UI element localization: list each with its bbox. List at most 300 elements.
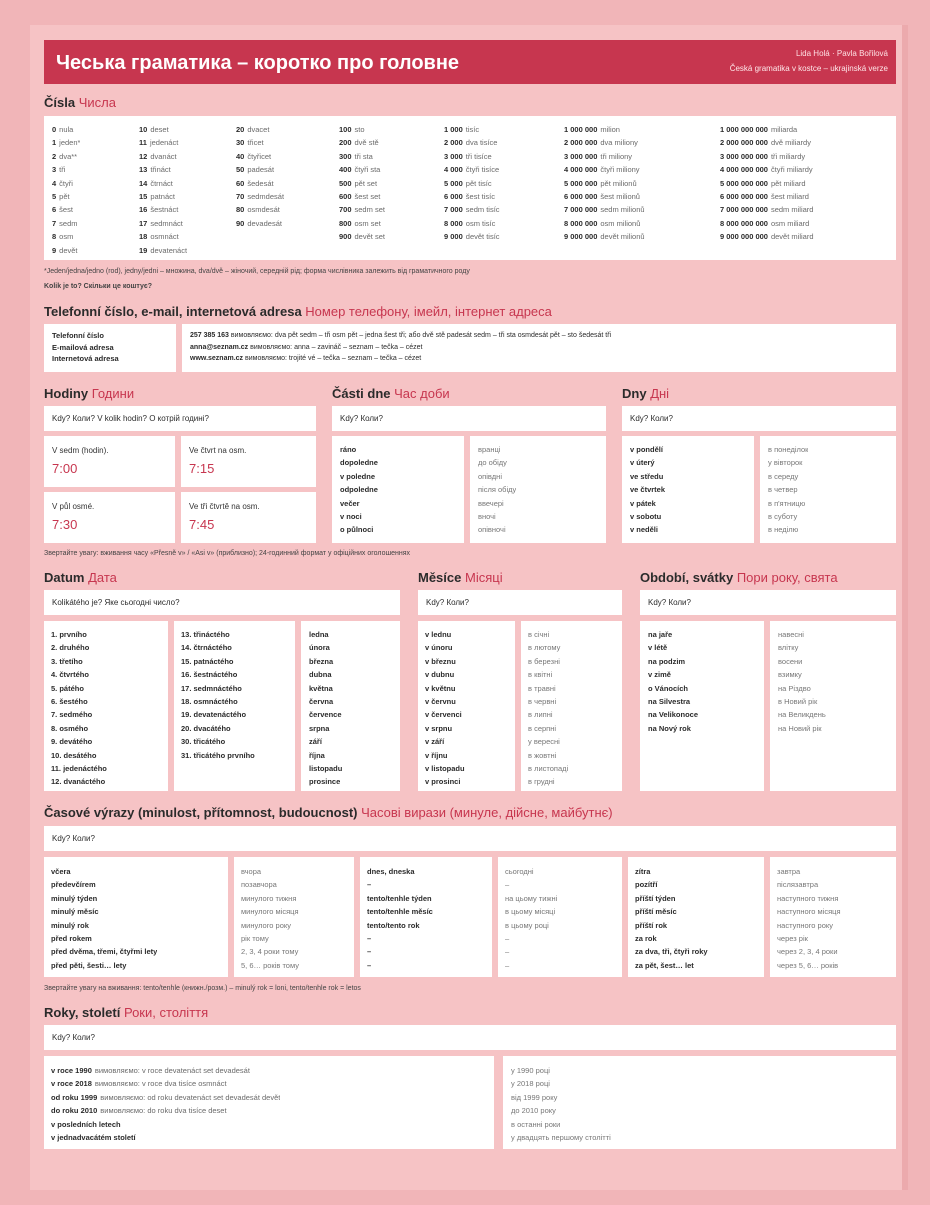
months-cz-list xyxy=(425,628,465,789)
date-ordinal: 1. prvního xyxy=(51,630,87,639)
past-translation: 5, 6… років тому xyxy=(241,960,299,970)
month-item: v únoru xyxy=(425,643,453,653)
number-entry: 40 čtyřicet xyxy=(236,151,272,161)
number-entry: 1 000 000 000 miliarda xyxy=(720,125,798,134)
dayparts-cz-box xyxy=(332,436,464,543)
season-item: na Silvestra xyxy=(648,696,691,706)
month-item: v dubnu xyxy=(425,670,455,680)
present-translation: на цьому тижні xyxy=(505,893,558,903)
number-entry: 0 nula xyxy=(52,125,74,134)
time-note: Звертайте увагу: вживання часу «Přesně v» / «Asi v» (приблизно); 24-годинний формат у офіційних оголошеннях xyxy=(44,550,410,557)
time-expr-note: Звертайте увагу на вживання: tento/tenhle (книжн./розм.) – minulý rok = loni, tento/tenhle rok = letos xyxy=(44,985,361,992)
daypart-translation: ввечері xyxy=(478,498,504,508)
page-title: Чеська граматика – коротко про головне xyxy=(56,52,460,74)
year-expression: od roku 1999 вимовляємо: od roku devatenáct set devadesát devět xyxy=(51,1092,281,1102)
hours-cell-label: Ve čtvrt na osm. xyxy=(189,446,247,455)
number-entry: 3 tři xyxy=(52,165,66,175)
month-item: v říjnu xyxy=(425,750,448,760)
dayparts-heading: Části dne Час доби xyxy=(332,386,450,401)
hours-cell xyxy=(44,436,175,487)
future-translation: наступного місяця xyxy=(777,907,841,917)
future-translation: через 5, 6… років xyxy=(777,960,839,970)
month-genitive: října xyxy=(309,750,325,760)
date-question-box xyxy=(44,590,400,615)
future-translation: через рік xyxy=(777,933,808,943)
date-ordinal: 10. desátého xyxy=(51,750,97,760)
day-item: v pátek xyxy=(630,498,656,508)
number-entry: 7 000 sedm tisíc xyxy=(444,205,500,215)
daypart-translation: до обіду xyxy=(478,458,507,468)
dayparts-ua-list xyxy=(478,443,516,537)
date-ordinal: 6. šestého xyxy=(51,696,88,706)
date-ordinal: 4. čtvrtého xyxy=(51,670,89,680)
number-entry: 6 000 000 000 šest miliard xyxy=(720,191,809,201)
number-entry: 2 000 000 dva miliony xyxy=(564,138,638,148)
number-entry: 6 000 000 šest milionů xyxy=(564,191,640,201)
number-entry: 8 000 osm tisíc xyxy=(444,218,496,228)
past-expression: před rokem xyxy=(51,933,92,943)
number-entry: 6 000 šest tisíc xyxy=(444,191,495,201)
month-translation: в жовтні xyxy=(528,750,557,760)
days-ua-box xyxy=(760,436,896,543)
present-expression: dnes, dneska xyxy=(367,867,415,876)
month-genitive: února xyxy=(309,643,330,653)
season-translation: на Новий рік xyxy=(778,723,822,733)
number-entry: 5 000 000 pět milionů xyxy=(564,178,637,188)
past-translation: рік тому xyxy=(241,933,269,943)
past-expression: včera xyxy=(51,867,71,876)
year-translation: у 2018 році xyxy=(511,1079,550,1089)
number-entry: 20 dvacet xyxy=(236,125,270,134)
future-expression: za pět, šest… let xyxy=(635,960,694,970)
date-ordinal: 30. třicátého xyxy=(181,737,226,747)
hours-cell xyxy=(181,492,316,543)
day-item: v sobotu xyxy=(630,511,662,521)
numbers-footnote: *Jeden/jedna/jedno (rod), jedny/jedni – множина, dva/dvě – жіночий, середній рід; форма числівника залежить від граматичного роду xyxy=(44,268,470,275)
years-right-list xyxy=(511,1064,611,1144)
time-expr-question-box xyxy=(44,826,896,851)
year-translation: у двадцять першому столітті xyxy=(511,1132,611,1142)
month-translation: у вересні xyxy=(528,737,560,747)
number-entry: 1 000 000 milion xyxy=(564,125,620,134)
number-entry: 800 osm set xyxy=(339,218,381,228)
dayparts-question: Kdy? Коли? xyxy=(340,414,383,423)
days-cz-list xyxy=(630,443,665,537)
hours-cell-time: 7:30 xyxy=(52,517,78,532)
number-entry: 9 000 000 devět milionů xyxy=(564,232,645,242)
month-item: v listopadu xyxy=(425,763,465,773)
number-entry: 1 000 tisíc xyxy=(444,125,480,134)
numbers-question: Kolik je to? Скільки це коштує? xyxy=(44,283,152,290)
month-item: v lednu xyxy=(425,630,452,639)
future-translation: через 2, 3, 4 роки xyxy=(777,947,838,957)
date-ordinal: 20. dvacátého xyxy=(181,723,231,733)
number-entry: 4 000 čtyři tisíce xyxy=(444,165,500,175)
present-ua-box xyxy=(498,857,622,977)
number-entry: 1 jeden* xyxy=(52,138,81,148)
present-translation: – xyxy=(505,933,510,943)
number-entry: 300 tři sta xyxy=(339,151,373,161)
date-ordinal: 14. čtrnáctého xyxy=(181,643,232,653)
daypart-translation: опівночі xyxy=(478,525,506,535)
seasons-ua-list xyxy=(778,628,826,735)
number-entry: 7 000 000 sedm milionů xyxy=(564,205,645,215)
numbers-column xyxy=(720,123,814,244)
future-ua-list xyxy=(777,865,841,972)
date-ordinal: 7. sedmého xyxy=(51,710,93,720)
date-ordinal: 8. osmého xyxy=(51,723,89,733)
number-entry: 14 čtrnáct xyxy=(139,178,173,188)
past-translation: вчора xyxy=(241,867,262,876)
past-translation: 2, 3, 4 роки тому xyxy=(241,947,299,957)
past-expression: minulý rok xyxy=(51,920,89,930)
present-expression: tento/tento rok xyxy=(367,920,420,930)
number-entry: 900 devět set xyxy=(339,232,385,242)
subtitle-line: Česká gramatika v kostce – ukrajinská verze xyxy=(729,64,888,73)
days-cz-box xyxy=(622,436,754,543)
season-translation: взимку xyxy=(778,670,802,680)
daypart-translation: опівдні xyxy=(478,471,502,481)
contact-labels xyxy=(52,330,119,365)
day-translation: в суботу xyxy=(768,511,798,521)
number-entry: 11 jedenáct xyxy=(139,138,179,148)
number-entry: 7 000 000 000 sedm miliard xyxy=(720,205,814,215)
season-item: na Velikonoce xyxy=(648,710,699,720)
number-entry: 6 šest xyxy=(52,205,73,215)
number-entry: 8 000 000 osm milionů xyxy=(564,218,641,228)
date-ordinal: 15. patnáctého xyxy=(181,656,234,666)
numbers-column xyxy=(236,123,284,230)
month-item: v září xyxy=(425,737,445,747)
hours-cell-label: V sedm (hodin). xyxy=(52,446,109,455)
time-expr-question: Kdy? Коли? xyxy=(52,834,95,843)
number-entry: 3 000 000 000 tři miliardy xyxy=(720,151,806,161)
month-translation: в липні xyxy=(528,710,553,720)
present-expression: – xyxy=(367,960,372,970)
daypart-item: večer xyxy=(340,498,360,508)
date-col1-list xyxy=(51,628,107,789)
hours-cell-time: 7:45 xyxy=(189,517,215,532)
month-translation: в березні xyxy=(528,656,560,666)
number-entry: 2 dva** xyxy=(52,151,78,161)
day-item: ve čtvrtek xyxy=(630,485,666,495)
year-translation: у 1990 році xyxy=(511,1066,550,1075)
future-translation: післязавтра xyxy=(777,880,819,890)
days-heading: Dny Дні xyxy=(622,386,670,401)
years-question: Kdy? Коли? xyxy=(52,1033,95,1042)
month-genitive: června xyxy=(309,696,334,706)
future-cz-list xyxy=(635,865,708,972)
date-ordinal: 3. třetího xyxy=(51,656,83,666)
date-col2-list xyxy=(181,628,255,762)
sheet-edge xyxy=(902,25,908,1190)
year-expression: do roku 2010 вимовляємо: do roku dva tisíce deset xyxy=(51,1106,227,1116)
date-col3-list xyxy=(309,628,342,789)
day-translation: в понеділок xyxy=(768,445,809,454)
date-ordinal: 17. sedmnáctého xyxy=(181,683,242,693)
number-entry: 3 000 tři tisíce xyxy=(444,151,492,161)
hours-question-box xyxy=(44,406,316,431)
months-ua-box xyxy=(521,621,622,791)
month-genitive: prosince xyxy=(309,777,341,787)
hours-cell-time: 7:00 xyxy=(52,461,78,476)
number-entry: 8 000 000 000 osm miliard xyxy=(720,218,810,228)
date-col1-box xyxy=(44,621,168,791)
past-ua-list xyxy=(241,865,299,972)
number-entry: 7 sedm xyxy=(52,218,78,228)
month-genitive: března xyxy=(309,656,334,666)
years-left-box xyxy=(44,1056,494,1149)
contact-labels-box xyxy=(44,324,176,372)
numbers-heading: Čísla Числа xyxy=(44,95,116,110)
numbers-column xyxy=(339,123,385,244)
date-ordinal: 31. třicátého prvního xyxy=(181,750,255,760)
present-cz-box xyxy=(360,857,492,977)
past-expression: minulý týden xyxy=(51,893,98,903)
month-genitive: července xyxy=(309,710,342,720)
day-translation: в п'ятницю xyxy=(768,498,806,508)
seasons-ua-box xyxy=(770,621,896,791)
number-entry: 50 padesát xyxy=(236,165,275,175)
future-expression: příští rok xyxy=(635,920,668,930)
number-entry: 90 devadesát xyxy=(236,218,282,228)
present-expression: – xyxy=(367,933,372,943)
future-expression: za rok xyxy=(635,933,657,943)
month-translation: в червні xyxy=(528,696,557,706)
months-heading: Měsíce Місяці xyxy=(418,570,503,585)
date-heading: Datum Дата xyxy=(44,570,117,585)
future-expression: pozítří xyxy=(635,880,658,890)
year-expression: v roce 2018 вимовляємо: v roce dva tisíce osmnáct xyxy=(51,1079,227,1089)
present-ua-list xyxy=(505,865,557,972)
future-cz-box xyxy=(628,857,764,977)
past-translation: минулого місяця xyxy=(241,907,299,917)
number-entry: 12 dvanáct xyxy=(139,151,177,161)
number-entry: 13 třináct xyxy=(139,165,171,175)
month-translation: в серпні xyxy=(528,723,557,733)
season-item: o Vánocích xyxy=(648,683,689,693)
present-cz-list xyxy=(367,865,433,972)
daypart-translation: вранці xyxy=(478,445,501,454)
contact-line-email: anna@seznam.cz вимовляємо: anna – zavináč – seznam – tečka – cézet xyxy=(190,343,423,351)
number-entry: 60 šedesát xyxy=(236,178,274,188)
month-item: v červnu xyxy=(425,696,456,706)
months-cz-box xyxy=(418,621,515,791)
daypart-translation: вночі xyxy=(478,511,496,521)
future-expression: příští měsíc xyxy=(635,907,677,917)
month-item: v srpnu xyxy=(425,723,453,733)
number-entry: 4 čtyři xyxy=(52,178,73,188)
seasons-question-box xyxy=(640,590,896,615)
numbers-column xyxy=(139,123,187,257)
day-translation: у вівторок xyxy=(768,458,803,468)
number-entry: 400 čtyři sta xyxy=(339,165,381,175)
title-bar xyxy=(44,40,896,84)
years-left-list xyxy=(51,1064,280,1144)
seasons-heading: Období, svátky Пори року, свята xyxy=(640,570,838,585)
date-ordinal: 2. druhého xyxy=(51,643,90,653)
daypart-item: dopoledne xyxy=(340,458,378,468)
past-expression: před pěti, šesti… lety xyxy=(51,960,127,970)
season-translation: в Новий рік xyxy=(778,696,818,706)
season-item: v zimě xyxy=(648,670,671,680)
month-genitive: listopadu xyxy=(309,763,343,773)
numbers-column xyxy=(52,123,80,257)
day-item: v neděli xyxy=(630,525,658,535)
number-entry: 100 sto xyxy=(339,125,365,134)
daypart-item: odpoledne xyxy=(340,485,378,495)
date-ordinal: 19. devatenáctého xyxy=(181,710,247,720)
future-expression: zítra xyxy=(635,867,651,876)
date-col3-box xyxy=(301,621,400,791)
number-entry: 2 000 000 000 dvě miliardy xyxy=(720,138,811,148)
future-translation: наступного тижня xyxy=(777,893,839,903)
day-translation: в неділю xyxy=(768,525,799,535)
season-item: v létě xyxy=(648,643,668,653)
month-item: v prosinci xyxy=(425,777,461,787)
past-expression: minulý měsíc xyxy=(51,907,99,917)
past-translation: минулого тижня xyxy=(241,893,297,903)
number-entry: 70 sedmdesát xyxy=(236,191,285,201)
numbers-column xyxy=(444,123,500,244)
year-expression: v roce 1990 вимовляємо: v roce devatenáct set devadesát xyxy=(51,1066,250,1075)
past-expression: před dvěma, třemi, čtyřmi lety xyxy=(51,947,158,957)
contact-label: E-mailová adresa xyxy=(52,342,114,352)
author-line: Lida Holá · Pavla Bořilová xyxy=(795,49,888,58)
month-genitive: dubna xyxy=(309,670,332,680)
season-translation: восени xyxy=(778,656,803,666)
present-translation: в цьому місяці xyxy=(505,907,556,917)
number-entry: 5 000 pět tisíc xyxy=(444,178,492,188)
hours-cell-label: V půl osmé. xyxy=(52,502,95,511)
number-entry: 9 devět xyxy=(52,245,78,255)
season-item: na podzim xyxy=(648,656,686,666)
day-translation: в четвер xyxy=(768,485,798,495)
number-entry: 19 devatenáct xyxy=(139,245,188,255)
month-genitive: ledna xyxy=(309,630,329,639)
hours-cell-time: 7:15 xyxy=(189,461,215,476)
date-ordinal: 16. šestnáctého xyxy=(181,670,238,680)
season-item: na Nový rok xyxy=(648,723,691,733)
month-genitive: srpna xyxy=(309,723,330,733)
month-item: v březnu xyxy=(425,656,456,666)
present-translation: – xyxy=(505,947,510,957)
present-translation: в цьому році xyxy=(505,920,549,930)
number-entry: 15 patnáct xyxy=(139,191,175,201)
number-entry: 30 třicet xyxy=(236,138,264,148)
hours-cell-label: Ve tři čtvrtě na osm. xyxy=(189,502,260,511)
number-entry: 600 šest set xyxy=(339,191,381,201)
contact-label: Telefonní číslo xyxy=(52,331,104,340)
present-translation: – xyxy=(505,960,510,970)
hours-question: Kdy? Коли? V kolik hodin? О котрій годині? xyxy=(52,414,209,423)
days-question: Kdy? Коли? xyxy=(630,414,673,423)
number-entry: 18 osmnáct xyxy=(139,232,179,242)
past-expression: předevčírem xyxy=(51,880,96,890)
number-entry: 10 deset xyxy=(139,125,169,134)
month-item: v červenci xyxy=(425,710,462,720)
year-expression: v posledních letech xyxy=(51,1119,121,1129)
time-expr-heading: Časové výrazy (minulost, přítomnost, budoucnost) Часові вирази (минуле, дійсне, майбутнє) xyxy=(44,805,613,820)
future-ua-box xyxy=(770,857,896,977)
future-expression: za dva, tři, čtyři roky xyxy=(635,947,708,957)
contact-heading: Telefonní číslo, e-mail, internetová adresa Номер телефону, імейл, інтернет адреса xyxy=(44,304,552,319)
number-entry: 8 osm xyxy=(52,232,74,242)
month-genitive: září xyxy=(309,737,322,747)
day-item: ve středu xyxy=(630,471,664,481)
month-translation: в квітні xyxy=(528,670,553,680)
contact-values-box xyxy=(182,324,896,372)
future-translation: наступного року xyxy=(777,920,833,930)
contact-lines xyxy=(190,330,611,365)
past-cz-box xyxy=(44,857,228,977)
numbers-box xyxy=(44,116,896,260)
year-translation: від 1999 року xyxy=(511,1092,558,1102)
date-ordinal: 11. jedenáctého xyxy=(51,763,107,773)
date-ordinal: 13. třináctého xyxy=(181,630,230,639)
number-entry: 200 dvě stě xyxy=(339,138,379,148)
months-ua-list xyxy=(528,628,568,789)
present-translation: сьогодні xyxy=(505,867,534,876)
date-question: Kolikátého je? Яке сьогодні число? xyxy=(52,598,180,607)
number-entry: 3 000 000 tři miliony xyxy=(564,151,633,161)
present-translation: – xyxy=(505,880,510,890)
dayparts-ua-box xyxy=(470,436,606,543)
daypart-item: v poledne xyxy=(340,471,376,481)
number-entry: 5 pět xyxy=(52,191,70,201)
months-question-box xyxy=(418,590,622,615)
day-translation: в середу xyxy=(768,471,799,481)
month-translation: в лютому xyxy=(528,643,561,653)
season-translation: на Різдво xyxy=(778,683,811,693)
number-entry: 17 sedmnáct xyxy=(139,218,183,228)
contact-label: Internetová adresa xyxy=(52,354,119,363)
number-entry: 9 000 000 000 devět miliard xyxy=(720,232,814,242)
month-translation: в січні xyxy=(528,630,550,639)
hours-cell xyxy=(44,492,175,543)
date-ordinal: 9. devátého xyxy=(51,737,93,747)
month-genitive: května xyxy=(309,683,333,693)
seasons-cz-list xyxy=(648,628,698,735)
past-ua-box xyxy=(234,857,354,977)
months-question: Kdy? Коли? xyxy=(426,598,469,607)
hours-cell xyxy=(181,436,316,487)
present-expression: tento/tenhle týden xyxy=(367,893,432,903)
number-entry: 700 sedm set xyxy=(339,205,385,215)
days-question-box xyxy=(622,406,896,431)
seasons-cz-box xyxy=(640,621,764,791)
days-ua-list xyxy=(768,443,808,537)
day-item: v pondělí xyxy=(630,445,663,454)
present-expression: tento/tenhle měsíc xyxy=(367,907,433,917)
number-entry: 9 000 devět tisíc xyxy=(444,232,500,242)
years-right-box xyxy=(503,1056,896,1149)
daypart-item: v noci xyxy=(340,511,362,521)
season-translation: влітку xyxy=(778,643,799,653)
dayparts-question-box xyxy=(332,406,606,431)
month-item: v květnu xyxy=(425,683,456,693)
number-entry: 500 pět set xyxy=(339,178,378,188)
date-ordinal: 12. dvanáctého xyxy=(51,777,106,787)
season-item: na jaře xyxy=(648,630,673,639)
month-translation: в травні xyxy=(528,683,556,693)
number-entry: 4 000 000 čtyři miliony xyxy=(564,165,640,175)
season-translation: навесні xyxy=(778,630,804,639)
numbers-column xyxy=(564,123,645,244)
daypart-translation: після обіду xyxy=(478,485,517,495)
number-entry: 80 osmdesát xyxy=(236,205,280,215)
past-cz-list xyxy=(51,865,157,972)
